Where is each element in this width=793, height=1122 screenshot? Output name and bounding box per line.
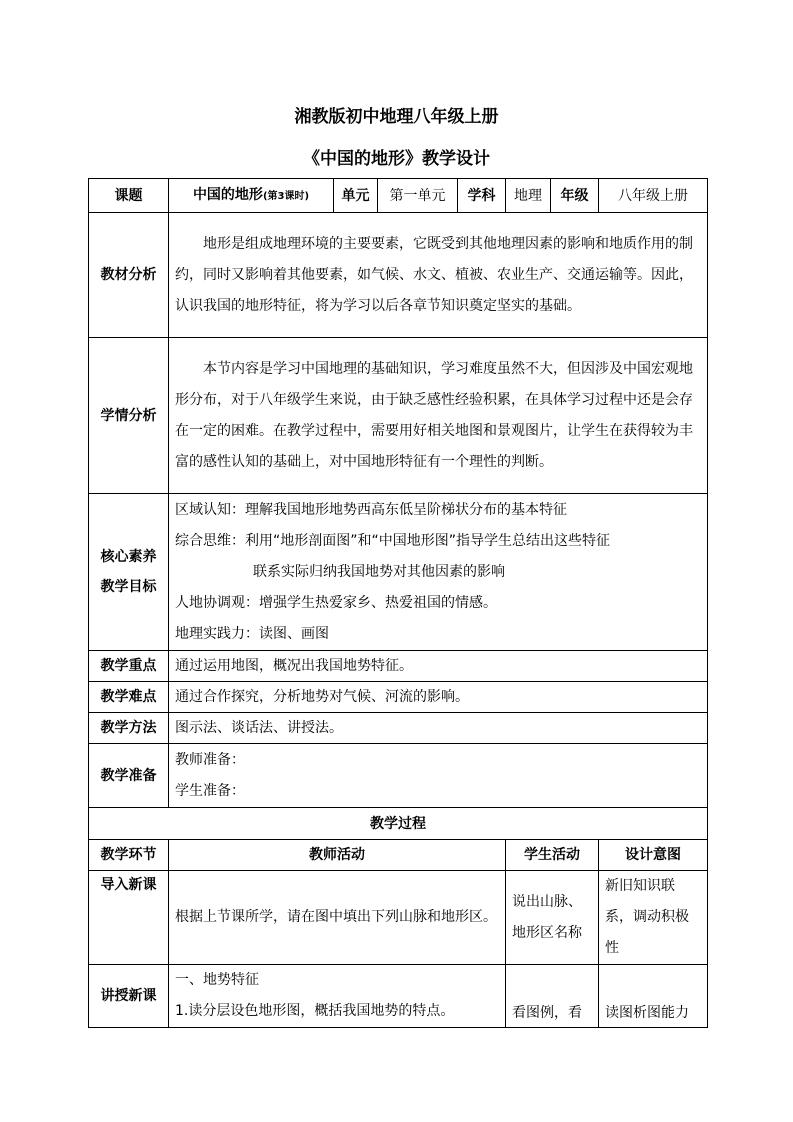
goals-row (89, 494, 708, 651)
header-row (89, 179, 708, 213)
prep-row (89, 744, 708, 808)
col-teacher: 教师活动 (169, 840, 506, 871)
prep-student: 学生准备： (175, 782, 245, 799)
difficulty-text: 通过合作探究，分析地势对气候、河流的影响。 (169, 682, 708, 713)
student-analysis-text: 本节内容是学习中国地理的基础知识，学习难度虽然不大，但因涉及中国宏观地形分布，对于八年级学生来说，由于缺乏感性经验积累，在具体学习过程中还是会存在一定的困难。在教学过程中，需要用好相关地图和景观图片，让学生在获得较为丰富的感性认知的基础上，对中国地形特征有一个理性的判断。 (169, 338, 708, 494)
prep-teacher: 教师准备： (175, 751, 245, 768)
goals-label-line2: 教学目标 (100, 579, 157, 595)
method-row (89, 713, 708, 744)
focus-row (89, 651, 708, 682)
goal-thinking: 综合思维：利用“地形剖面图”和“中国地形图”指导学生总结出这些特征 (175, 532, 611, 549)
col-intent: 设计意图 (599, 840, 708, 871)
method-text: 图示法、谈话法、讲授法。 (169, 713, 708, 744)
prep-label: 教学准备 (89, 744, 169, 808)
student-analysis-row (89, 338, 708, 494)
goal-region: 区域认知：理解我国地形地势西高东低呈阶梯状分布的基本特征 (175, 501, 567, 518)
difficulty-row (89, 682, 708, 713)
goals-text (169, 494, 708, 651)
prep-text (169, 744, 708, 808)
subject-label: 学科 (458, 179, 506, 213)
subject-value: 地理 (506, 179, 551, 213)
focus-label: 教学重点 (89, 651, 169, 682)
stage-new: 讲授新课 (89, 965, 169, 1028)
process-title: 教学过程 (89, 808, 708, 840)
goals-label-line1: 核心素养 (100, 549, 157, 565)
student-analysis-label: 学情分析 (89, 338, 169, 494)
topic-note: (第3课时) (262, 190, 310, 202)
material-analysis-label: 教材分析 (89, 213, 169, 338)
goals-label (89, 494, 169, 651)
intent-new: 读图析图能力 (599, 965, 708, 1028)
method-label: 教学方法 (89, 713, 169, 744)
col-stage: 教学环节 (89, 840, 169, 871)
goal-thinking-cont: 联系实际归纳我国地势对其他因素的影响 (253, 563, 505, 580)
grade-value: 八年级上册 (599, 179, 708, 213)
goal-harmony: 人地协调观：增强学生热爱家乡、热爱祖国的情感。 (175, 594, 497, 611)
teacher-new (169, 965, 506, 1028)
document-subtitle: 《中国的地形》教学设计 (303, 149, 490, 169)
material-analysis-row (89, 213, 708, 338)
student-intro: 说出山脉、地形区名称 (506, 871, 599, 965)
teacher-new-line2: 1.读分层设色地形图，概括我国地势的特点。 (175, 1003, 455, 1019)
focus-text: 通过运用地图，概况出我国地势特征。 (169, 651, 708, 682)
grade-label: 年级 (551, 179, 599, 213)
process-title-row (89, 808, 708, 840)
teacher-intro: 根据上节课所学，请在图中填出下列山脉和地形区。 (169, 871, 506, 965)
col-student: 学生活动 (506, 840, 599, 871)
topic-label: 课题 (89, 179, 169, 213)
lesson-plan-table (88, 178, 708, 1028)
unit-label: 单元 (334, 179, 378, 213)
unit-value: 第一单元 (378, 179, 458, 213)
stage-intro: 导入新课 (89, 871, 169, 965)
document-title: 湘教版初中地理八年级上册 (294, 107, 499, 127)
material-analysis-text: 地形是组成地理环境的主要要素，它既受到其他地理因素的影响和地质作用的制约，同时又影响着其他要素，如气候、水文、植被、农业生产、交通运输等。因此，认识我国的地形特征，将为学习以后各章节知识奠定坚实的基础。 (169, 213, 708, 338)
student-new: 看图例，看 (506, 965, 599, 1028)
intent-intro: 新旧知识联系，调动积极性 (599, 871, 708, 965)
topic-value: 中国的地形(第3课时) (169, 179, 334, 213)
process-row-new (89, 965, 708, 1028)
teacher-new-line1: 一、地势特征 (175, 972, 259, 988)
process-header-row (89, 840, 708, 871)
process-row-intro (89, 871, 708, 965)
goal-practice: 地理实践力：读图、画图 (175, 625, 329, 642)
difficulty-label: 教学难点 (89, 682, 169, 713)
